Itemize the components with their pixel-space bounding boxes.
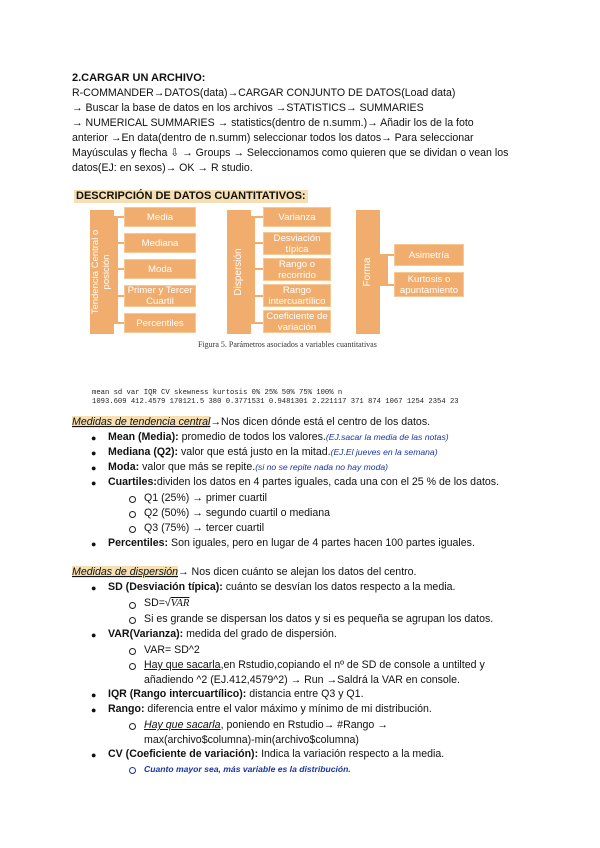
sd-formula-prefix: SD= bbox=[144, 597, 165, 609]
q1-item: Q1 (25%) → primer cuartil bbox=[144, 492, 268, 504]
connector-tick bbox=[255, 322, 263, 324]
rango-label: Rango: bbox=[108, 703, 145, 715]
iqr-label: IQR (Rango intercuartílico): bbox=[108, 688, 247, 700]
bullet-circle bbox=[129, 496, 136, 503]
rango-howto-text-1: , poniendo en Rstudio→ #Rango → bbox=[220, 719, 388, 731]
group-label-dispersion: Dispersión bbox=[233, 248, 244, 296]
group-label-tendencia: Tendencia Central o posición bbox=[90, 229, 112, 315]
section-title: DESCRIPCIÓN DE DATOS CUANTITATIVOS: bbox=[76, 190, 306, 202]
intro-line-6: datos(EJ: en sexos)→ OK → R studio. bbox=[72, 162, 253, 174]
bullet-circle bbox=[129, 617, 136, 624]
stats-values: 1093.609 412.4579 170121.5 380 0.3771531 0.9481301 2.221117 371 874 1067 1254 2354 23 bbox=[92, 398, 459, 406]
bullet-circle bbox=[129, 511, 136, 518]
rango-text: diferencia entre el valor máximo y mínimo de mi distribución. bbox=[144, 703, 432, 715]
var-formula: VAR= SD^2 bbox=[144, 644, 200, 656]
group-label-forma: Forma bbox=[362, 257, 373, 287]
figure-caption: Figura 5. Parámetros asociados a variables cuantitativas bbox=[198, 340, 377, 349]
percentiles-label: Percentiles: bbox=[108, 537, 169, 549]
mean-note: (EJ.sacar la media de las notas) bbox=[325, 432, 449, 442]
connector-line bbox=[251, 216, 255, 324]
mediana-item bbox=[108, 446, 438, 459]
var-howto-line-1 bbox=[144, 659, 485, 672]
connector-tick bbox=[255, 295, 263, 297]
bullet-dot: ● bbox=[91, 478, 97, 488]
bullet-circle bbox=[129, 602, 136, 609]
sd-sub-item: Si es grande se dispersan los datos y si es pequeña se agrupan los datos. bbox=[144, 613, 494, 625]
bullet-dot: ● bbox=[91, 630, 97, 640]
intro-line-1: R-COMMANDER→DATOS(data)→CARGAR CONJUNTO DE DATOS(Load data) bbox=[72, 87, 456, 99]
tendencia-title: Medidas de tendencia central bbox=[72, 416, 211, 428]
var-howto-line-2: añadiendo ^2 (EJ.412,4579^2) → Run →Saldrá la VAR en console. bbox=[144, 674, 460, 686]
q2-item: Q2 (50%) → segundo cuartil o mediana bbox=[144, 507, 331, 519]
moda-label: Moda: bbox=[108, 461, 140, 473]
bullet-dot: ● bbox=[91, 539, 97, 549]
box-media: Media bbox=[124, 207, 196, 227]
bullet-circle bbox=[129, 767, 136, 774]
mediana-note: (EJ.El jueves en la semana) bbox=[330, 447, 438, 457]
sd-text: cuánto se desvían los datos respecto a la media. bbox=[222, 581, 456, 593]
moda-note: (si no se repite nada no hay moda) bbox=[255, 462, 388, 472]
moda-text: valor que más se repite. bbox=[139, 461, 256, 473]
intro-line-5: Mayúsculas y flecha ⇩ → Groups → Seleccionamos como quieren que se dividan o vean los bbox=[72, 147, 509, 159]
rango-howto-line-2: max(archivo$columna)-min(archivo$columna) bbox=[144, 734, 359, 746]
box-asimetria: Asimetría bbox=[394, 244, 464, 266]
connector-tick bbox=[255, 216, 263, 218]
sd-formula-var: VAR bbox=[170, 598, 190, 609]
section-heading: 2.CARGAR UN ARCHIVO: bbox=[72, 72, 206, 84]
connector-line bbox=[380, 254, 388, 286]
connector-tick bbox=[255, 242, 263, 244]
percentiles-item bbox=[108, 537, 475, 550]
bullet-dot: ● bbox=[91, 433, 97, 443]
var-label: VAR(Varianza): bbox=[108, 628, 184, 640]
var-howto-text-1: ,en Rstudio,copiando el nº de SD de console a untilted y bbox=[220, 659, 485, 671]
rango-howto-line-1 bbox=[144, 719, 388, 732]
sd-item bbox=[108, 581, 455, 594]
mediana-label: Mediana (Q2): bbox=[108, 446, 179, 458]
iqr-item bbox=[108, 688, 364, 701]
box-mediana: Mediana bbox=[124, 233, 196, 253]
bullet-circle bbox=[129, 526, 136, 533]
box-moda: Moda bbox=[124, 259, 196, 279]
dispersion-title: Medidas de dispersión bbox=[72, 566, 178, 578]
cv-item bbox=[108, 748, 444, 761]
bullet-dot: ● bbox=[91, 463, 97, 473]
intro-line-3: → NUMERICAL SUMMARIES → statistics(dentro de n.summ.)→ Añadir los de la foto bbox=[72, 117, 474, 129]
percentiles-text: Son iguales, pero en lugar de 4 partes hacen 100 partes iguales. bbox=[168, 537, 475, 549]
var-text: medida del grado de dispersión. bbox=[183, 628, 337, 640]
bullet-dot: ● bbox=[91, 705, 97, 715]
box-percentiles: Percentiles bbox=[124, 313, 196, 333]
mean-text: promedio de todos los valores. bbox=[178, 431, 326, 443]
connector-tick bbox=[255, 268, 263, 270]
bullet-dot: ● bbox=[91, 448, 97, 458]
stats-header: mean sd var IQR CV skewness kurtosis 0% 25% 50% 75% 100% n bbox=[92, 389, 343, 397]
box-cuartil: Primer y Tercer Cuartil bbox=[124, 285, 196, 307]
bullet-dot: ● bbox=[91, 583, 97, 593]
rango-item bbox=[108, 703, 432, 716]
intro-line-2: → Buscar la base de datos en los archivos →STATISTICS→ SUMMARIES bbox=[72, 102, 424, 114]
mediana-text: valor que está justo en la mitad. bbox=[178, 446, 331, 458]
bullet-circle bbox=[129, 663, 136, 670]
sd-label: SD (Desviación típica): bbox=[108, 581, 223, 593]
cuartiles-text: dividen los datos en 4 partes iguales, cada una con el 25 % de los datos. bbox=[156, 476, 500, 488]
cuartiles-item bbox=[108, 476, 499, 489]
cv-label: CV (Coeficiente de variación): bbox=[108, 748, 259, 760]
rango-howto-underlined: Hay que sacarla bbox=[144, 719, 221, 731]
bullet-dot: ● bbox=[91, 690, 97, 700]
cv-text: Indica la variación respecto a la media. bbox=[258, 748, 445, 760]
dispersion-title-line bbox=[72, 566, 417, 579]
connector-line bbox=[114, 216, 118, 324]
var-howto-underlined: Hay que sacarla bbox=[144, 659, 221, 671]
bullet-dot: ● bbox=[91, 750, 97, 760]
sqrt-icon: √ bbox=[164, 597, 171, 609]
sd-formula bbox=[144, 597, 189, 610]
q3-item: Q3 (75%) → tercer cuartil bbox=[144, 522, 265, 534]
mean-label: Mean (Media): bbox=[108, 431, 179, 443]
tendencia-title-line bbox=[72, 416, 430, 429]
cv-note: Cuanto mayor sea, más variable es la distribución. bbox=[144, 764, 351, 774]
bullet-circle bbox=[129, 648, 136, 655]
tendencia-title-tail: →Nos dicen dónde está el centro de los datos. bbox=[210, 416, 431, 428]
var-item bbox=[108, 628, 337, 641]
cuartiles-label: Cuartiles: bbox=[108, 476, 157, 488]
box-coeficiente: Coeficiente de variación bbox=[263, 310, 331, 333]
box-rango-intercuartilico: Rango intercuartílico bbox=[263, 284, 331, 307]
box-varianza: Varianza bbox=[263, 207, 331, 227]
dispersion-title-tail: → Nos dicen cuánto se alejan los datos del centro. bbox=[178, 566, 417, 578]
box-kurtosis: Kurtosis o apuntamiento bbox=[394, 272, 464, 297]
moda-item bbox=[108, 461, 388, 474]
intro-line-4: anterior →En data(dentro de n.summ) seleccionar todos los datos→ Para seleccionar bbox=[72, 132, 474, 144]
mean-item bbox=[108, 431, 449, 444]
bullet-circle bbox=[129, 723, 136, 730]
iqr-text: distancia entre Q3 y Q1. bbox=[246, 688, 364, 700]
box-rango-recorrido: Rango o recorrido bbox=[263, 258, 331, 281]
box-desviacion: Desviación típica bbox=[263, 232, 331, 255]
